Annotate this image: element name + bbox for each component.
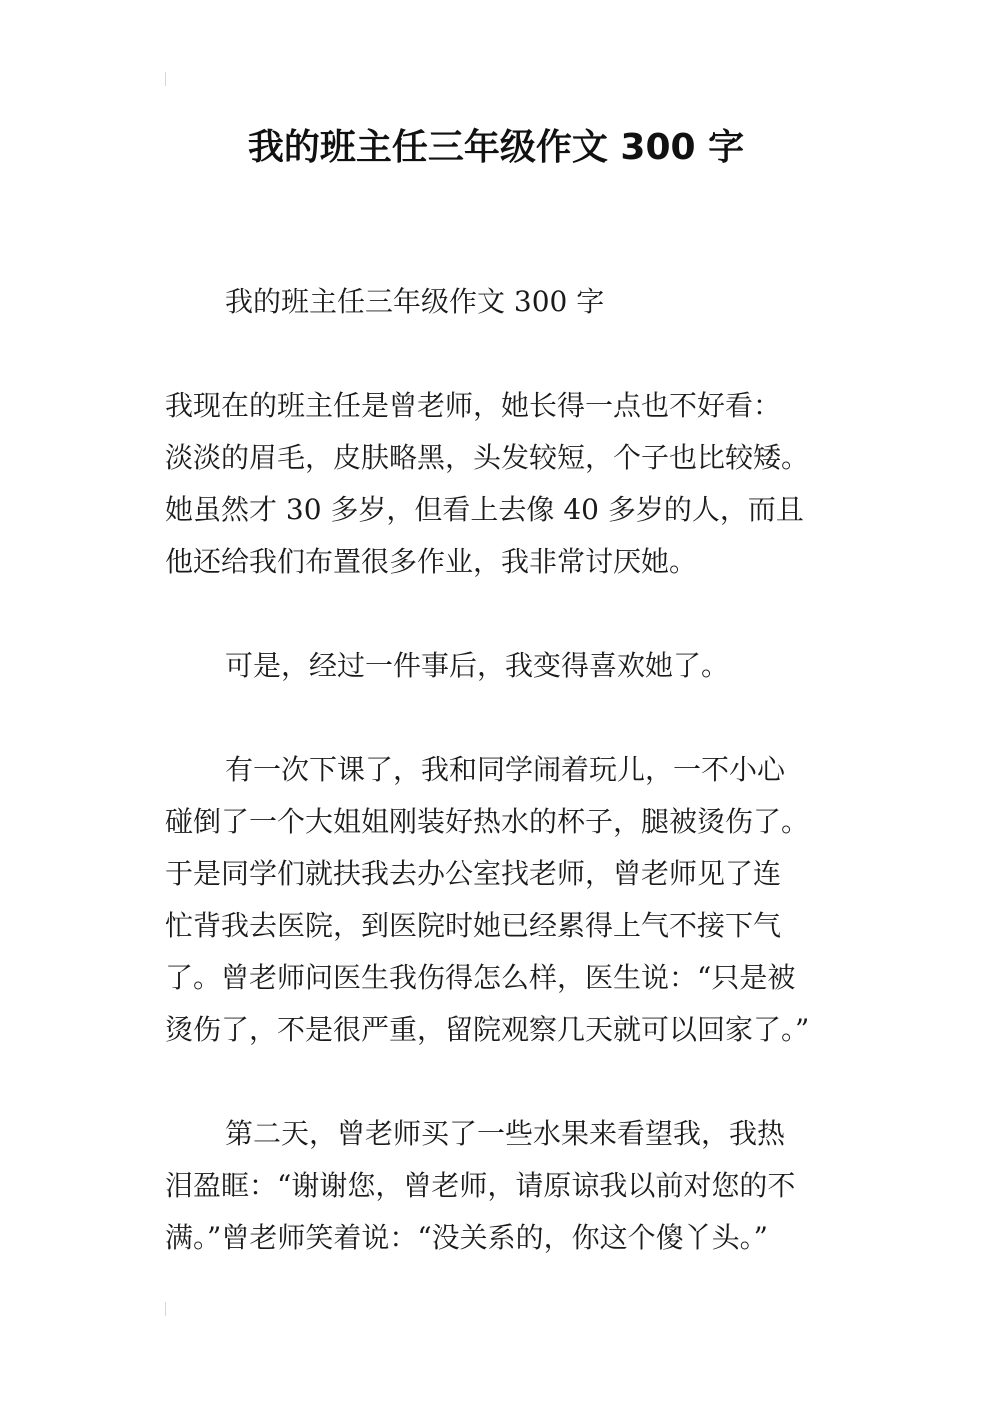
paragraph-line: 忙背我去医院，到医院时她已经累得上气不接下气 <box>165 909 782 942</box>
paragraph-line: 淡淡的眉毛，皮肤略黑，头发较短，个子也比较矮。 <box>165 441 810 474</box>
paragraph-line: 第二天，曾老师买了一些水果来看望我，我热 <box>225 1117 786 1150</box>
paragraph-line: 有一次下课了，我和同学闹着玩儿，一不小心 <box>225 753 786 786</box>
document-subtitle <box>165 276 897 328</box>
paragraph-line: 泪盈眶：“谢谢您，曾老师，请原谅我以前对您的不 <box>165 1169 796 1202</box>
paragraph-line: 烫伤了，不是很严重，留院观察几天就可以回家了。” <box>165 1013 810 1046</box>
paragraph-line: 她虽然才 30 多岁，但看上去像 40 多岁的人，而且 <box>165 493 804 526</box>
page-corner-mark-top <box>165 72 166 86</box>
paragraph-4 <box>165 1108 837 1264</box>
paragraph-line: 了。曾老师问医生我伤得怎么样，医生说：“只是被 <box>165 961 796 994</box>
paragraph-line: 于是同学们就扶我去办公室找老师，曾老师见了连 <box>165 857 782 890</box>
paragraph-3 <box>165 744 837 1056</box>
subtitle-text: 我的班主任三年级作文 300 字 <box>225 285 605 318</box>
page-corner-mark-bottom <box>165 1302 166 1316</box>
paragraph-line: 满。”曾老师笑着说：“没关系的，你这个傻丫头。” <box>165 1221 768 1254</box>
paragraph-1 <box>165 380 837 588</box>
document-title: 我的班主任三年级作文 300 字 <box>247 127 745 168</box>
paragraph-line: 碰倒了一个大姐姐刚装好热水的杯子，腿被烫伤了。 <box>165 805 810 838</box>
paragraph-2 <box>165 640 897 692</box>
paragraph-line: 我现在的班主任是曾老师，她长得一点也不好看： <box>165 389 782 422</box>
paragraph-line: 可是，经过一件事后，我变得喜欢她了。 <box>225 649 730 682</box>
paragraph-line: 他还给我们布置很多作业，我非常讨厌她。 <box>165 545 698 578</box>
